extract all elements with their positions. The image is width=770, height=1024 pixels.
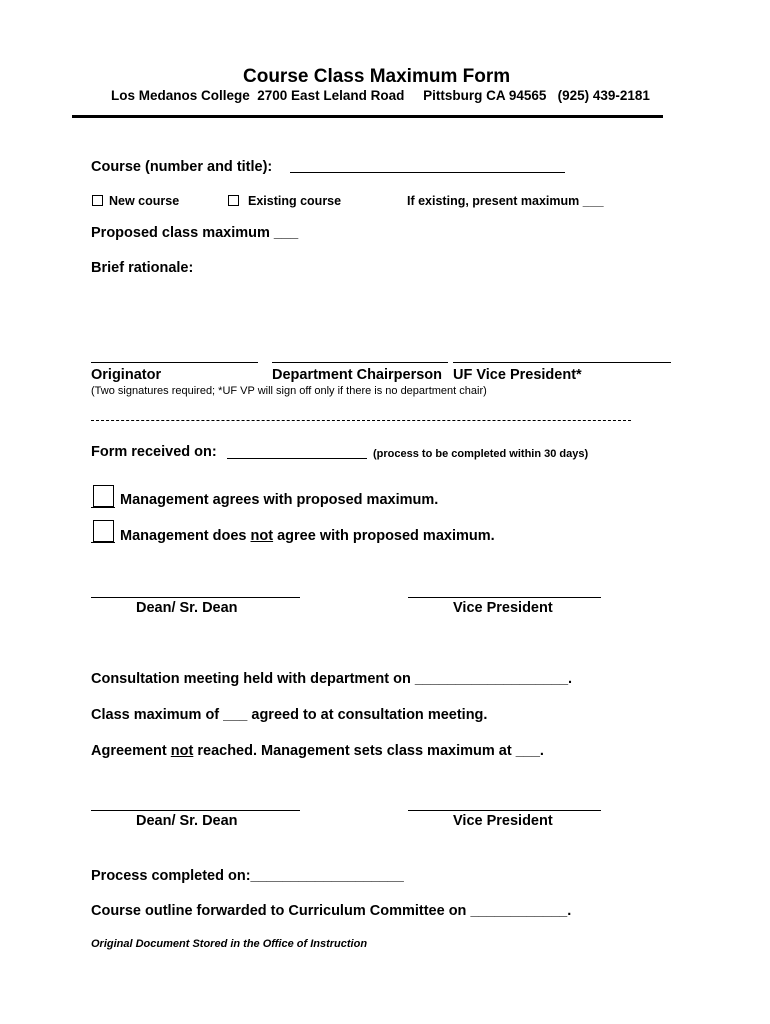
course-label: Course (number and title):	[91, 159, 273, 175]
section-divider	[91, 420, 631, 421]
existing-course-label: Existing course	[248, 194, 342, 208]
vp-label-1: Vice President	[453, 600, 553, 616]
consultation-meeting-field[interactable]: Consultation meeting held with department on ___________________.	[91, 671, 573, 687]
dept-chair-signature-line[interactable]	[272, 362, 448, 363]
agreed-maximum-field[interactable]: Class maximum of ___ agreed to at consultation meeting.	[91, 707, 488, 723]
header-divider	[72, 115, 663, 118]
new-course-label: New course	[109, 194, 180, 208]
signature-note: (Two signatures required; *UF VP will sign off only if there is no department chair)	[91, 385, 487, 397]
process-deadline-note: (process to be completed within 30 days)	[373, 448, 589, 460]
vp-label-2: Vice President	[453, 813, 553, 829]
dean-signature-line-1[interactable]	[91, 597, 300, 598]
existing-course-checkbox[interactable]	[228, 195, 239, 206]
storage-note: Original Document Stored in the Office of Instruction	[91, 938, 368, 950]
rationale-label: Brief rationale:	[91, 260, 194, 276]
vp-signature-line-1[interactable]	[408, 597, 601, 598]
originator-signature-line[interactable]	[91, 362, 258, 363]
present-maximum-field[interactable]: If existing, present maximum ___	[407, 194, 604, 208]
outline-forwarded-field[interactable]: Course outline forwarded to Curriculum Committee on ____________.	[91, 903, 572, 919]
agreement-not-reached-field[interactable]: Agreement not reached. Management sets class maximum at ___.	[91, 743, 544, 759]
vp-signature-line-2[interactable]	[408, 810, 601, 811]
originator-label: Originator	[91, 367, 162, 383]
management-disagrees-label: Management does not agree with proposed maximum.	[120, 528, 495, 544]
process-completed-field[interactable]: Process completed on:___________________	[91, 868, 404, 884]
disagrees-checkbox[interactable]	[93, 520, 114, 542]
dept-chair-label: Department Chairperson	[272, 367, 443, 383]
disagrees-underline	[91, 542, 115, 543]
dean-label-1: Dean/ Sr. Dean	[136, 600, 238, 616]
form-title: Course Class Maximum Form	[243, 66, 511, 87]
dean-signature-line-2[interactable]	[91, 810, 300, 811]
college-address: Los Medanos College 2700 East Leland Road Pittsburg CA 94565 (925) 439-2181	[111, 88, 650, 103]
form-received-label: Form received on:	[91, 444, 217, 460]
course-title-field[interactable]	[290, 172, 565, 173]
uf-vp-label: UF Vice President*	[453, 367, 582, 383]
uf-vp-signature-line[interactable]	[453, 362, 671, 363]
management-agrees-label: Management agrees with proposed maximum.	[120, 492, 439, 508]
proposed-maximum-field[interactable]: Proposed class maximum ___	[91, 225, 299, 241]
dean-label-2: Dean/ Sr. Dean	[136, 813, 238, 829]
agrees-underline	[91, 507, 115, 508]
form-received-field[interactable]	[227, 458, 367, 459]
agrees-checkbox[interactable]	[93, 485, 114, 507]
new-course-checkbox[interactable]	[92, 195, 103, 206]
